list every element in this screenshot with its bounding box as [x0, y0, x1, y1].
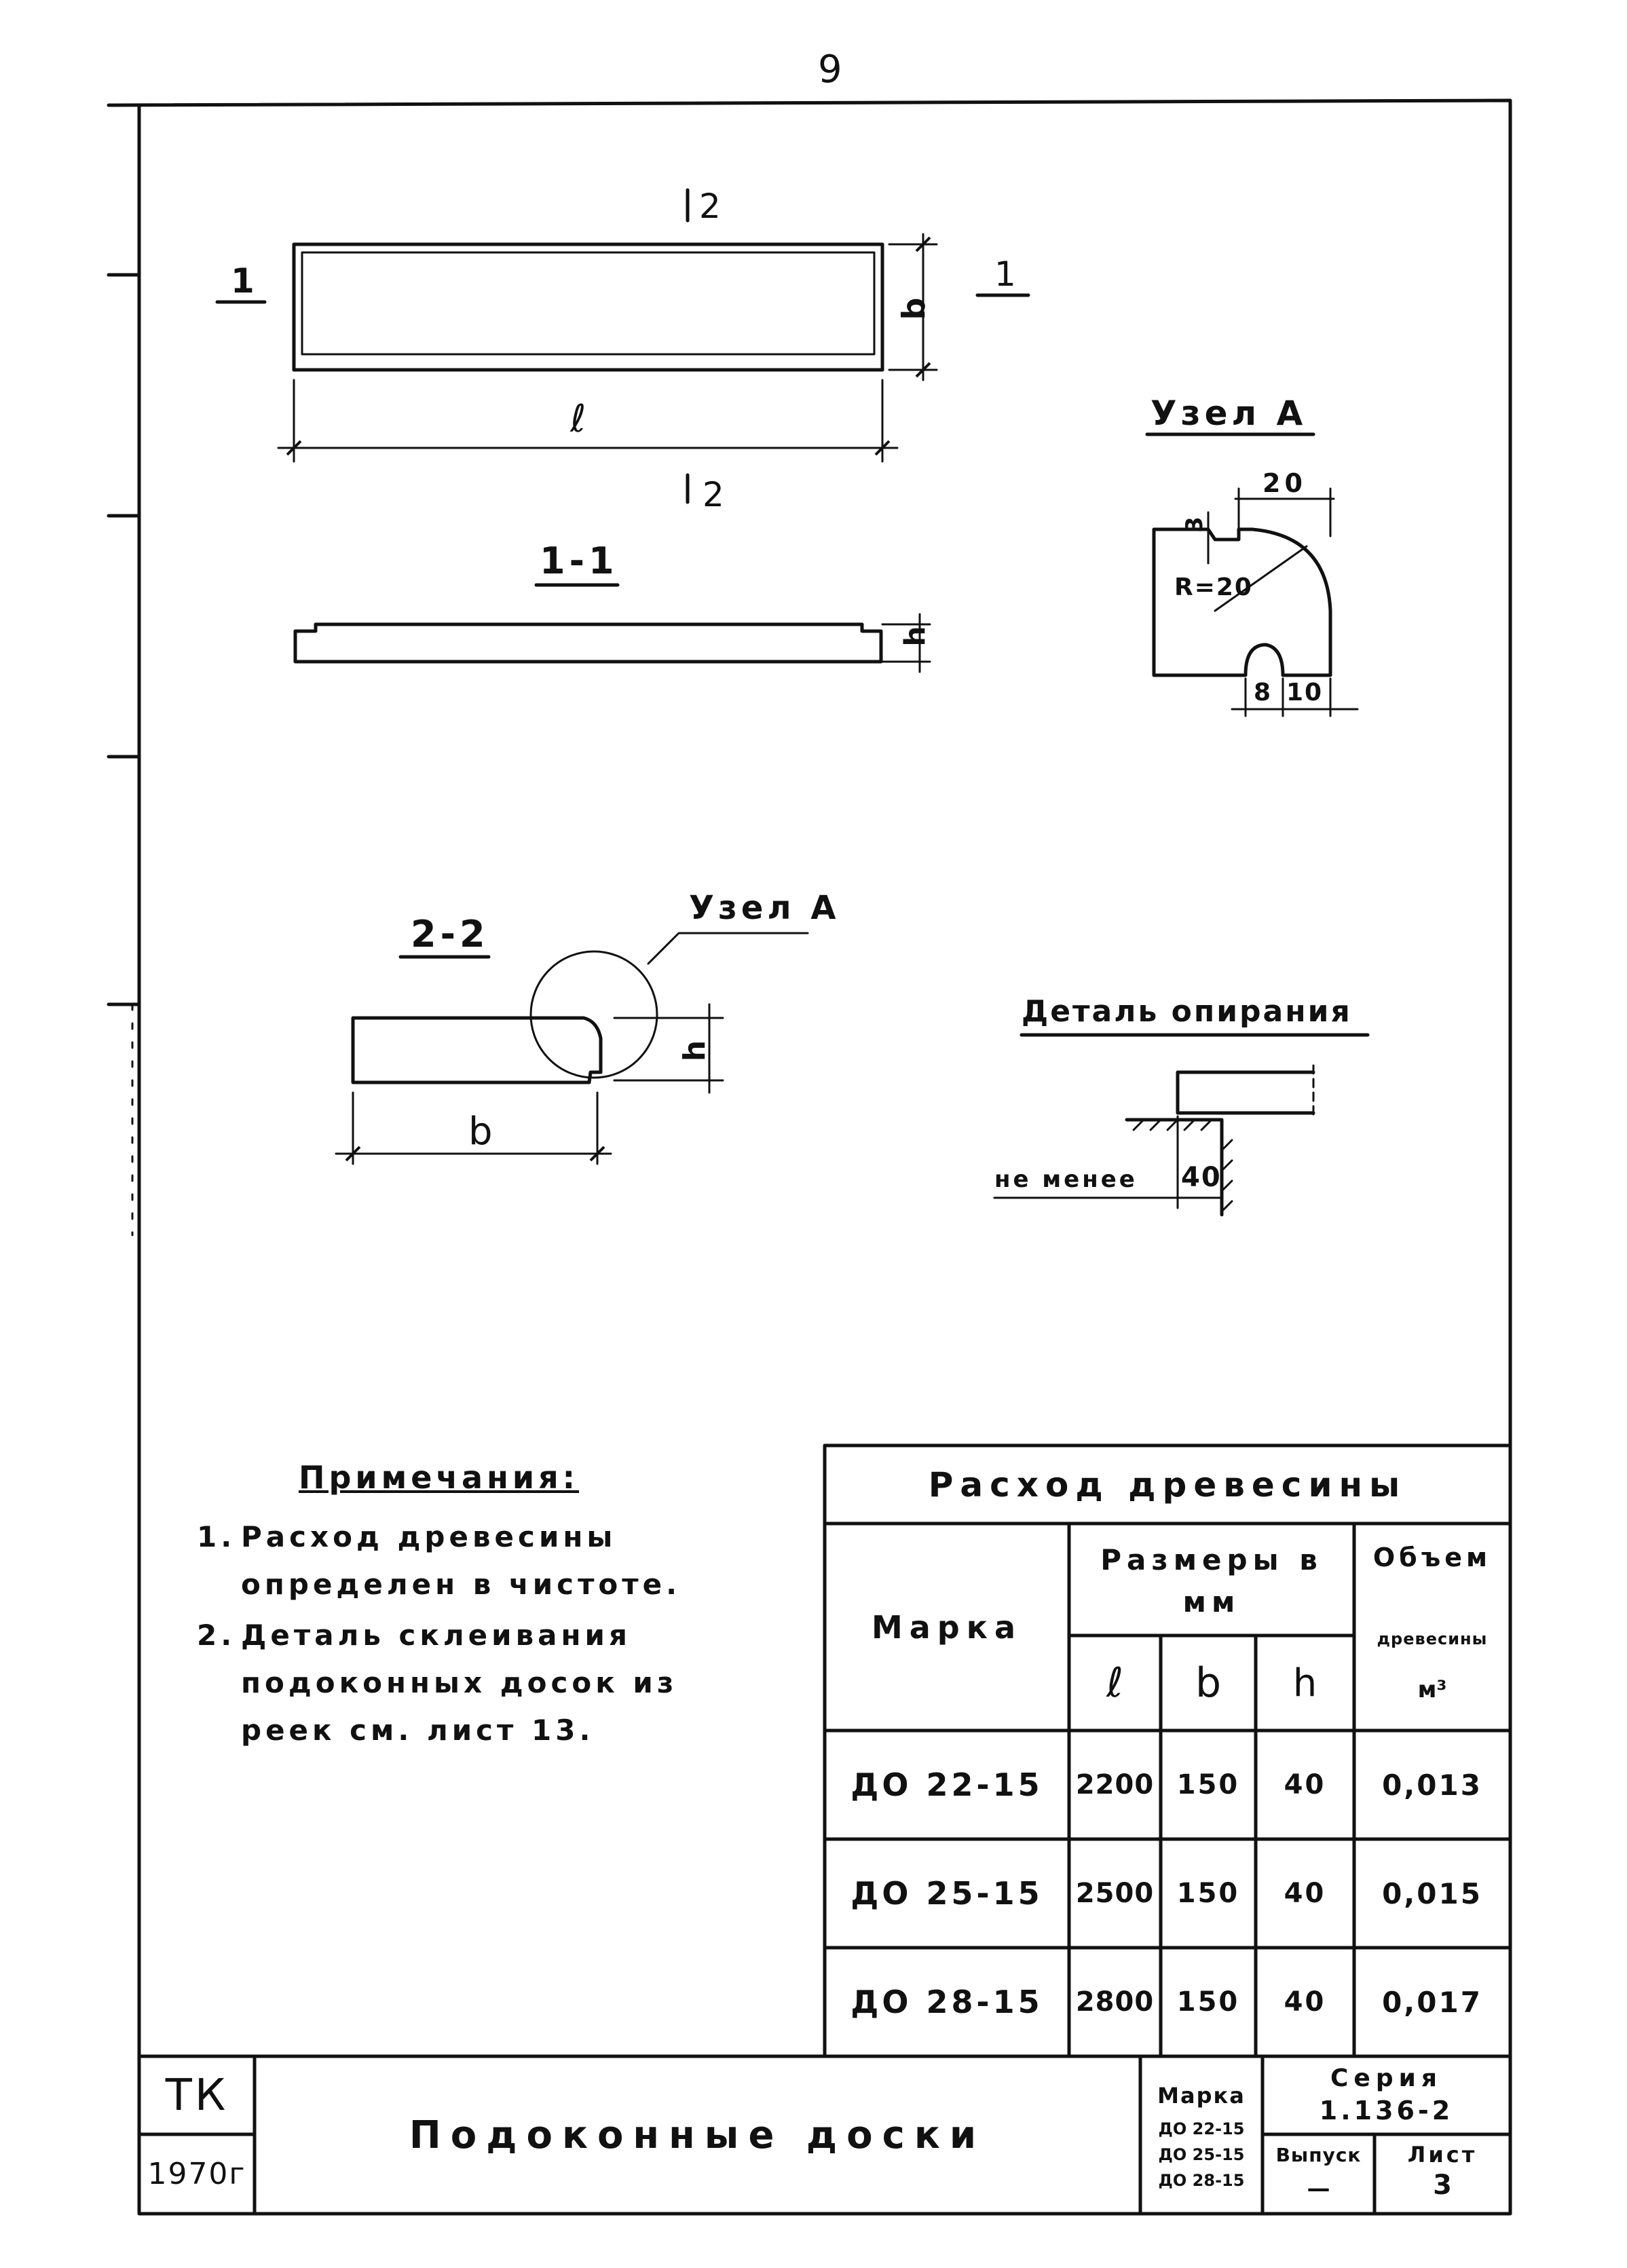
note-1-line-1: Расход древесины [241, 1520, 617, 1553]
title-block-mark-1: ДО 22-15 [1158, 2119, 1245, 2138]
title-block-issue-label: Выпуск [1275, 2143, 1362, 2166]
table-sub-l: ℓ [1106, 1659, 1123, 1707]
table-header-volume-1: Объем [1372, 1543, 1492, 1572]
node-a-dim-10: 10 [1286, 679, 1324, 706]
table-header-sizes: Размеры в мм [1100, 1543, 1323, 1619]
note-2-line-3: реек см. лист 13. [241, 1714, 595, 1747]
note-2-line-2: подоконных досок из [241, 1666, 678, 1699]
note-1-number: 1. [197, 1520, 236, 1553]
table-header-volume-2: древесины [1377, 1629, 1488, 1648]
title-block-sheet-value: 3 [1433, 2170, 1452, 2201]
title-block-sheet-label: Лист [1407, 2142, 1478, 2168]
table-row-1-l: 2200 [1075, 1769, 1155, 1800]
section-mark-left: 1 [231, 261, 259, 301]
node-a-dim-20: 20 [1263, 468, 1307, 498]
table-row-1-mark: ДО 22-15 [850, 1766, 1043, 1803]
title-block-mark-label: Марка [1157, 2082, 1246, 2109]
section-mark-bottom: 2 [703, 475, 728, 514]
support-detail-title: Деталь опирания [1022, 994, 1352, 1029]
plan-width-label: b [895, 293, 933, 320]
table-row-2-h: 40 [1284, 1878, 1326, 1909]
title-block-year: 1970г [147, 2157, 246, 2191]
section-1-1-height-label: h [898, 622, 932, 647]
support-detail-note: не менее [994, 1166, 1138, 1193]
support-detail-value: 40 [1181, 1162, 1222, 1193]
section-mark-top: 2 [699, 187, 725, 226]
title-block-title: Подоконные доски [409, 2113, 986, 2157]
table-row-2-b: 150 [1176, 1878, 1240, 1909]
table-row-1-h: 40 [1284, 1769, 1326, 1800]
page-number: 9 [818, 48, 846, 92]
section-mark-right: 1 [994, 254, 1020, 294]
plan-length-label: ℓ [570, 397, 591, 441]
title-block-org: ТК [165, 2070, 229, 2121]
note-2-line-1: Деталь склеивания [241, 1619, 631, 1652]
note-1-line-2: определен в чистоте. [241, 1568, 681, 1601]
note-2-number: 2. [197, 1619, 236, 1652]
title-block-series-label: Серия [1330, 2064, 1442, 2092]
table-row-3-l: 2800 [1075, 1986, 1155, 2018]
title-block-mark-2: ДО 25-15 [1158, 2145, 1245, 2164]
section-2-2-height-label: h [677, 1036, 713, 1062]
node-a-callout: Узел А [689, 889, 840, 927]
table-row-3-mark: ДО 28-15 [850, 1984, 1043, 2020]
table-sub-h: h [1292, 1661, 1317, 1705]
table-row-3-b: 150 [1176, 1986, 1240, 2018]
section-1-1-title: 1-1 [540, 540, 618, 582]
node-a-title: Узел А [1151, 394, 1307, 433]
table-row-3-h: 40 [1284, 1986, 1326, 2018]
table-row-1-volume: 0,013 [1382, 1768, 1482, 1802]
plan-view [217, 190, 1028, 502]
table-row-2-volume: 0,015 [1382, 1876, 1482, 1910]
table-row-3-volume: 0,017 [1382, 1985, 1482, 2019]
notes-title: Примечания: [299, 1459, 580, 1496]
title-block-issue-value: — [1307, 2175, 1330, 2202]
table-header-volume-unit: м³ [1417, 1676, 1447, 1703]
section-2-2-title: 2-2 [411, 913, 489, 956]
section-1-1 [295, 585, 930, 672]
node-a-dim-3: 3 [1180, 512, 1208, 533]
table-title: Расход древесины [928, 1464, 1407, 1505]
section-2-2 [336, 933, 808, 1164]
node-a-dim-8: 8 [1254, 679, 1275, 706]
table-row-2-l: 2500 [1075, 1878, 1155, 1909]
table-row-1-b: 150 [1176, 1769, 1240, 1800]
title-block-mark-3: ДО 28-15 [1158, 2171, 1245, 2190]
node-a-radius: R=20 [1174, 573, 1253, 601]
title-block-series-value: 1.136-2 [1319, 2096, 1454, 2125]
table-header-mark: Марка [871, 1608, 1022, 1646]
section-2-2-width-label: b [468, 1110, 497, 1154]
table-sub-b: b [1195, 1659, 1222, 1707]
table-row-2-mark: ДО 25-15 [850, 1875, 1043, 1912]
